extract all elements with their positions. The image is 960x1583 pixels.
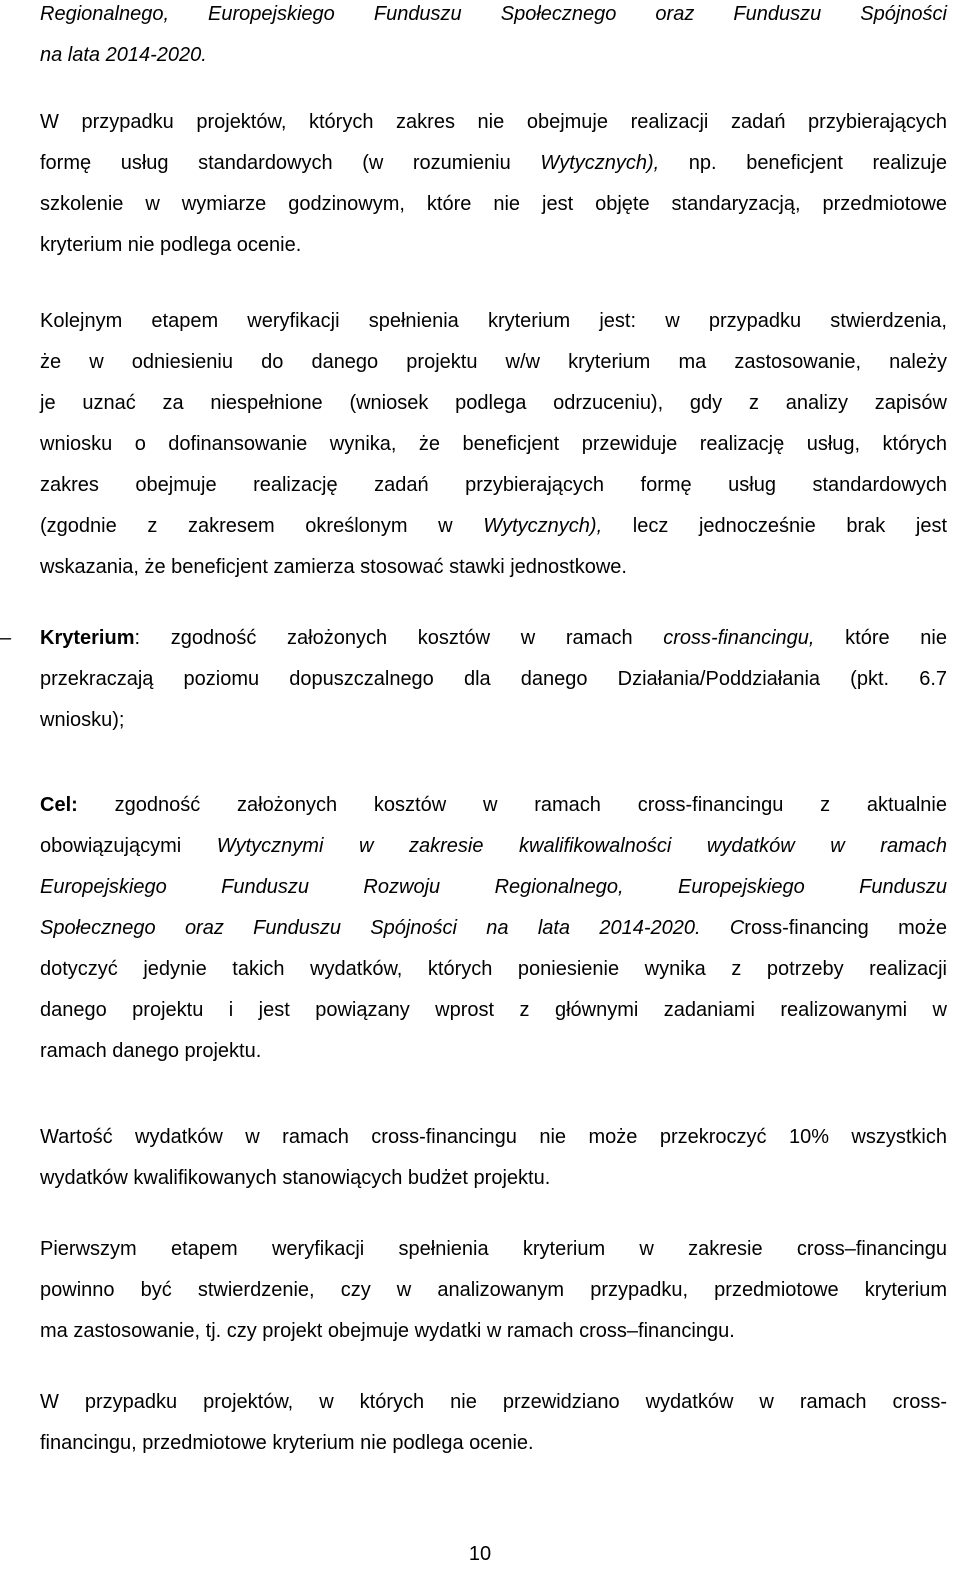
- first-stage-line-1: Pierwszym etapem weryfikacji spełnienia kryterium w zakresie cross–financingu: [40, 1238, 947, 1260]
- goal-line-1-text: zgodność założonych kosztów w ramach cross-financingu z aktualnie: [77, 794, 947, 816]
- criterion-label: Kryterium: [40, 627, 135, 649]
- not-planned-line-1: W przypadku projektów, w których nie przewidziano wydatków w ramach cross-: [40, 1391, 947, 1413]
- guidelines-reference: Wytycznych),: [540, 152, 660, 174]
- standard-line-4: kryterium nie podlega ocenie.: [40, 234, 302, 256]
- next-stage-paragraph: [40, 301, 947, 588]
- goal-line-3: Europejskiego Funduszu Rozwoju Regionalnego, Europejskiego Funduszu: [40, 876, 947, 898]
- guidelines-title: Wytycznymi w zakresie kwalifikowalności wydatków w ramach: [216, 835, 947, 857]
- goal-line-1: [40, 785, 947, 826]
- continuation-paragraph: [40, 0, 947, 76]
- bullet-dash: –: [0, 627, 12, 649]
- criterion-line-1-tail: które nie: [814, 627, 947, 649]
- value-line-1: Wartość wydatków w ramach cross-financingu nie może przekroczyć 10% wszystkich: [40, 1126, 947, 1148]
- continuation-line-2: na lata 2014-2020.: [40, 44, 207, 66]
- continuation-line-1: Regionalnego, Europejskiego Funduszu Społecznego oraz Funduszu Spójności: [40, 3, 947, 25]
- next-stage-line-6-tail: lecz jednocześnie brak jest: [602, 515, 948, 537]
- next-stage-line-6-text: (zgodnie z zakresem określonym w: [40, 515, 484, 537]
- goal-line-6: danego projektu i jest powiązany wprost z głównymi zadaniami realizowanymi w: [40, 999, 947, 1021]
- goal-line-4-tail: ross-financing może: [744, 917, 947, 939]
- first-stage-line-3: ma zastosowanie, tj. czy projekt obejmuje wydatki w ramach cross–financingu.: [40, 1320, 735, 1342]
- next-stage-line-6: [40, 506, 947, 547]
- goal-label: Cel:: [40, 794, 78, 816]
- criterion-line-1-text: : zgodność założonych kosztów w ramach: [134, 627, 664, 649]
- standard-services-paragraph: [40, 102, 947, 266]
- standard-line-1: W przypadku projektów, których zakres nie obejmuje realizacji zadań przybierających: [40, 111, 947, 133]
- next-stage-line-4: wniosku o dofinansowanie wynika, że beneficjent przewiduje realizację usług, których: [40, 433, 947, 455]
- first-stage-line-2: powinno być stwierdzenie, czy w analizowanym przypadku, przedmiotowe kryterium: [40, 1279, 947, 1301]
- guidelines-reference: Wytycznych),: [483, 515, 603, 537]
- criterion-line-3: wniosku);: [40, 709, 125, 731]
- value-limit-paragraph: [40, 1117, 947, 1199]
- value-line-2: wydatków kwalifikowanych stanowiących budżet projektu.: [40, 1167, 551, 1189]
- criterion-paragraph: [40, 618, 947, 741]
- goal-line-2: [40, 826, 947, 867]
- standard-line-2-text: formę usług standardowych (w rozumieniu: [40, 152, 541, 174]
- not-planned-paragraph: [40, 1382, 947, 1464]
- goal-paragraph: [40, 785, 947, 1072]
- next-stage-line-5: zakres obejmuje realizację zadań przybierających formę usług standardowych: [40, 474, 947, 496]
- criterion-line-1: [40, 618, 947, 659]
- next-stage-line-1: Kolejnym etapem weryfikacji spełnienia kryterium jest: w przypadku stwierdzenia,: [40, 310, 947, 332]
- standard-line-2: [40, 143, 947, 184]
- goal-line-2-text: obowiązującymi: [40, 835, 217, 857]
- guidelines-title-end: Społecznego oraz Funduszu Spójności na lata 2014-2020. C: [40, 917, 745, 939]
- standard-line-2-tail: np. beneficjent realizuje: [659, 152, 947, 174]
- criterion-line-2: przekraczają poziomu dopuszczalnego dla danego Działania/Poddziałania (pkt. 6.7: [40, 668, 947, 690]
- first-stage-paragraph: [40, 1229, 947, 1352]
- next-stage-line-7: wskazania, że beneficjent zamierza stosować stawki jednostkowe.: [40, 556, 627, 578]
- cross-financing-term: cross-financingu,: [663, 627, 815, 649]
- standard-line-3: szkolenie w wymiarze godzinowym, które nie jest objęte standaryzacją, przedmiotowe: [40, 193, 947, 215]
- goal-line-7: ramach danego projektu.: [40, 1040, 262, 1062]
- not-planned-line-2: financingu, przedmiotowe kryterium nie podlega ocenie.: [40, 1432, 534, 1454]
- next-stage-line-3: je uznać za niespełnione (wniosek podlega odrzuceniu), gdy z analizy zapisów: [40, 392, 947, 414]
- goal-line-4: [40, 908, 947, 949]
- goal-line-5: dotyczyć jedynie takich wydatków, których poniesienie wynika z potrzeby realizacji: [40, 958, 947, 980]
- page-number: 10: [468, 1543, 492, 1565]
- next-stage-line-2: że w odniesieniu do danego projektu w/w kryterium ma zastosowanie, należy: [40, 351, 947, 373]
